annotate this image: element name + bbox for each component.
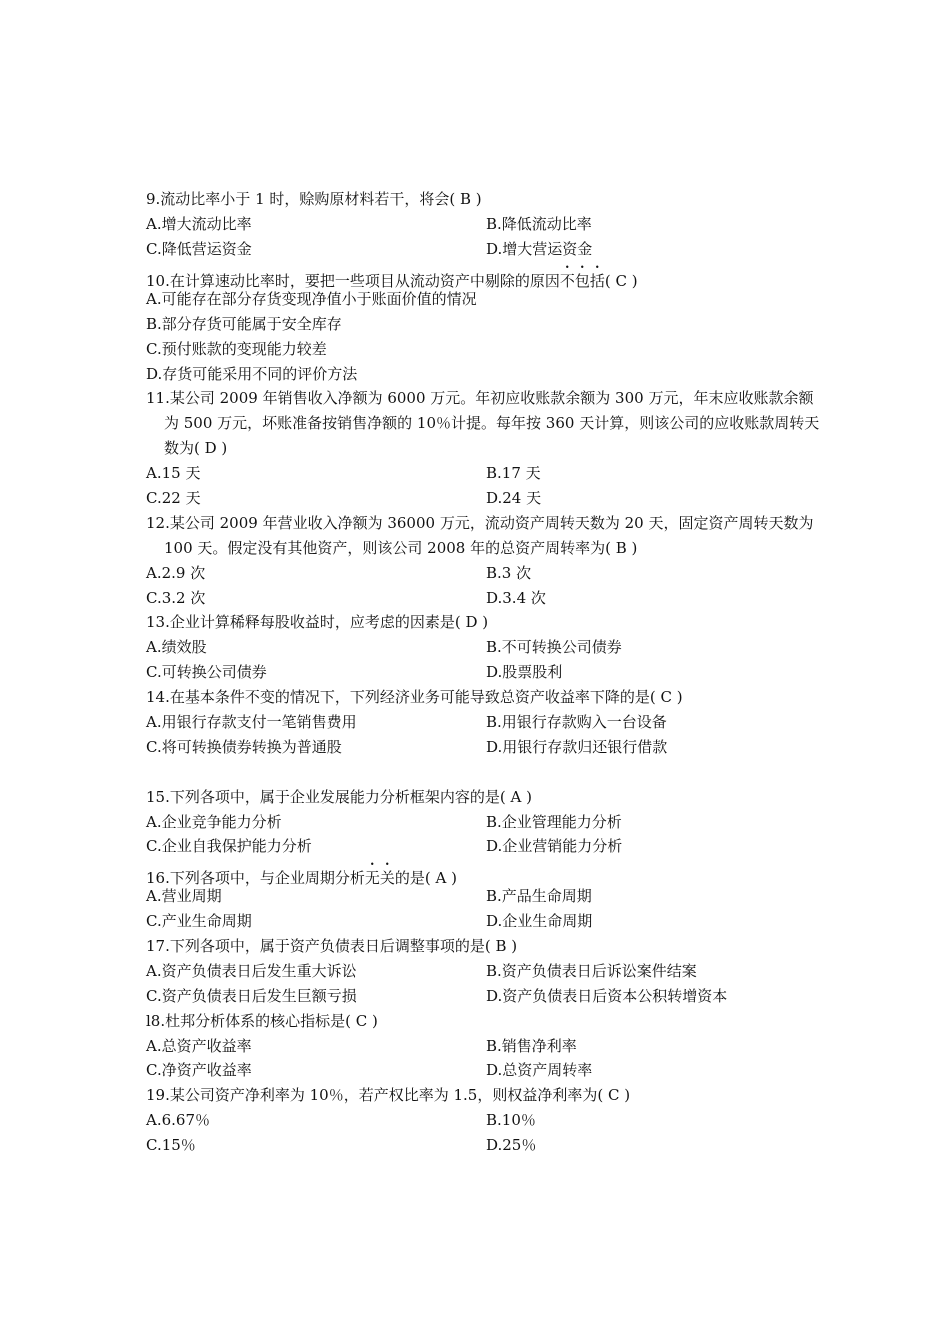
q15-option-d: D.企业营销能力分析 — [486, 837, 623, 855]
question-15-stem: 15.下列各项中，属于企业发展能力分析框架内容的是( A ) — [146, 788, 532, 806]
q14-option-b: B.用银行存款购入一台设备 — [486, 713, 667, 731]
q10-stem-emphasis: 不包括 — [559, 272, 605, 290]
question-11-stem: 11.某公司 2009 年销售收入净额为 6000 万元。年初应收账款余额为 300 万元，年末应收账款余额为 500 万元，坏账准备按销售净额的 10％计提。每年按 360 天计算，则该公司的应收账款周转天数为( D ) — [146, 389, 820, 457]
q10-option-b: B.部分存货可能属于安全库存 — [146, 315, 342, 333]
q12-option-c: C.3.2 次 — [146, 589, 206, 607]
q19-option-a: A.6.67％ — [146, 1111, 210, 1129]
q16-option-c: C.产业生命周期 — [146, 912, 252, 930]
question-19-stem: 19.某公司资产净利率为 10％，若产权比率为 1.5，则权益净利率为( C ) — [146, 1086, 631, 1104]
q14-option-d: D.用银行存款归还银行借款 — [486, 738, 668, 756]
q9-option-d: D.增大营运资金 — [486, 240, 593, 258]
q16-option-b: B.产品生命周期 — [486, 887, 592, 905]
question-14-stem: 14.在基本条件不变的情况下，下列经济业务可能导致总资产收益率下降的是( C ) — [146, 688, 683, 706]
question-16-stem — [146, 860, 816, 891]
q9-option-a: A.增大流动比率 — [146, 215, 252, 233]
q18-option-c: C.净资产收益率 — [146, 1061, 252, 1079]
q12-option-d: D.3.4 次 — [486, 589, 546, 607]
question-9-stem: 9.流动比率小于 1 时，赊购原材料若干，将会( B ) — [146, 190, 482, 208]
q14-option-a: A.用银行存款支付一笔销售费用 — [146, 713, 357, 731]
q16-stem-emphasis: 无关 — [364, 869, 395, 887]
q16-stem-before: 16.下列各项中，与企业周期分析 — [146, 869, 365, 887]
q18-option-a: A.总资产收益率 — [146, 1037, 252, 1055]
q11-option-c: C.22 天 — [146, 489, 201, 507]
q18-option-b: B.销售净利率 — [486, 1037, 577, 1055]
q19-option-b: B.10％ — [486, 1111, 536, 1129]
question-13-stem: 13.企业计算稀释每股收益时，应考虑的因素是( D ) — [146, 613, 489, 631]
q17-option-a: A.资产负债表日后发生重大诉讼 — [146, 962, 357, 980]
q10-stem-before: 10.在计算速动比率时，要把一些项目从流动资产中剔除的原因 — [146, 272, 560, 290]
q10-option-d: D.存货可能采用不同的评价方法 — [146, 365, 358, 383]
q12-option-b: B.3 次 — [486, 564, 532, 582]
q10-stem-after: ( C ) — [604, 272, 638, 290]
q19-option-c: C.15％ — [146, 1136, 196, 1154]
q13-option-a: A.绩效股 — [146, 638, 207, 656]
q17-option-c: C.资产负债表日后发生巨额亏损 — [146, 987, 357, 1005]
q15-option-a: A.企业竞争能力分析 — [146, 813, 282, 831]
q13-option-d: D.股票股利 — [486, 663, 563, 681]
q9-option-c: C.降低营运资金 — [146, 240, 252, 258]
question-17-stem: 17.下列各项中，属于资产负债表日后调整事项的是( B ) — [146, 937, 518, 955]
q14-option-c: C.将可转换债券转换为普通股 — [146, 738, 342, 756]
q18-option-d: D.总资产周转率 — [486, 1061, 593, 1079]
q16-option-a: A.营业周期 — [146, 887, 222, 905]
q9-option-b: B.降低流动比率 — [486, 215, 592, 233]
q10-option-a: A.可能存在部分存货变现净值小于账面价值的情况 — [146, 290, 477, 308]
q11-option-d: D.24 天 — [486, 489, 542, 507]
q17-option-b: B.资产负债表日后诉讼案件结案 — [486, 962, 697, 980]
q13-option-b: B.不可转换公司债券 — [486, 638, 622, 656]
q16-stem-after: 的是( A ) — [394, 869, 457, 887]
q13-option-c: C.可转换公司债券 — [146, 663, 267, 681]
question-12-stem: 12.某公司 2009 年营业收入净额为 36000 万元，流动资产周转天数为 20 天，固定资产周转天数为 100 天。假定没有其他资产，则该公司 2008 年的总资产周转率为( B ) — [146, 514, 814, 557]
q16-option-d: D.企业生命周期 — [486, 912, 593, 930]
q17-option-d: D.资产负债表日后资本公积转增资本 — [486, 987, 728, 1005]
q15-option-b: B.企业管理能力分析 — [486, 813, 622, 831]
q11-option-b: B.17 天 — [486, 464, 541, 482]
q19-option-d: D.25％ — [486, 1136, 537, 1154]
q10-option-c: C.预付账款的变现能力较差 — [146, 340, 327, 358]
q12-option-a: A.2.9 次 — [146, 564, 206, 582]
q15-option-c: C.企业自我保护能力分析 — [146, 837, 312, 855]
q11-option-a: A.15 天 — [146, 464, 201, 482]
question-18-stem: l8.杜邦分析体系的核心指标是( C ) — [146, 1012, 378, 1030]
